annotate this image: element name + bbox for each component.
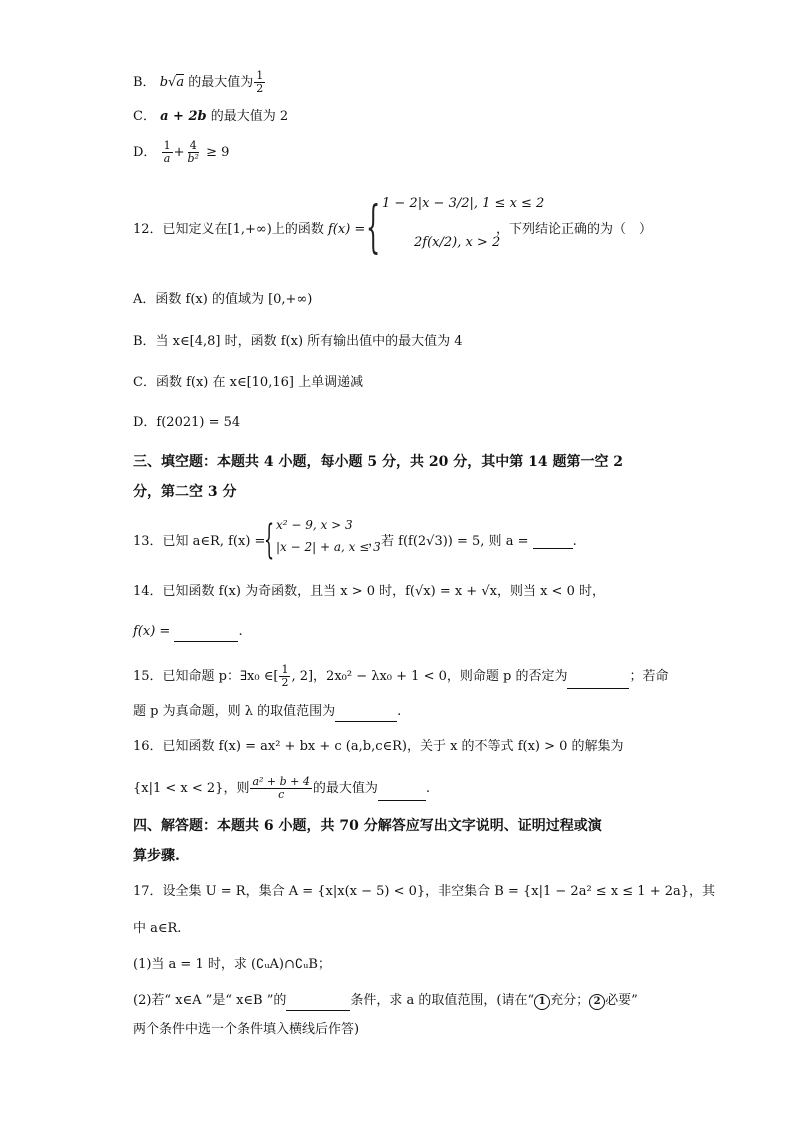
q17-text: (1)当 a = 1 时，求 (∁ᵤA)∩∁ᵤB； — [133, 957, 331, 972]
answer-blank[interactable] — [174, 627, 238, 642]
q12-option-c — [133, 373, 363, 393]
q13-brace: { — [264, 517, 275, 563]
frac-num: 4 — [189, 139, 197, 152]
period: . — [397, 704, 402, 719]
heading-line: 四、解答题：本题共 6 小题，共 70 分解答应写出文字说明、证明过程或演 — [133, 818, 602, 834]
q17-line2 — [133, 919, 181, 939]
q17-text: 充分； — [550, 993, 590, 1008]
math-expr: a + 2b — [160, 109, 207, 124]
q13-case2 — [276, 540, 381, 554]
q12-domain: [1,+∞) — [227, 222, 272, 237]
case-expr: x² − 9, x > 3 — [276, 518, 353, 532]
heading-line: 分，第二空 3 分 — [133, 484, 237, 500]
section3-heading-2 — [133, 482, 237, 502]
fraction — [162, 140, 173, 165]
q14-line1 — [133, 582, 605, 602]
section3-heading — [133, 452, 623, 472]
option-c-q11 — [133, 107, 288, 127]
q12-stem-end: ，下列结论正确的为（ ） — [496, 222, 653, 237]
frac-den: b² — [187, 152, 199, 165]
heading-line: 算步骤. — [133, 848, 180, 864]
frac-num: a² + b + 4 — [252, 775, 310, 788]
frac-num: 1 — [281, 663, 289, 676]
q16-text: 的最大值为 — [312, 781, 378, 796]
circled-number: 1 — [534, 994, 550, 1010]
frac-num: 1 — [256, 69, 264, 82]
q16-line1 — [133, 737, 624, 757]
q15-text: 题 p 为真命题，则 λ 的取值范围为 — [133, 704, 336, 719]
q17-text: 必要” — [605, 993, 638, 1008]
q17-line1 — [133, 882, 715, 902]
heading-line: 三、填空题：本题共 4 小题，每小题 5 分，共 20 分，其中第 14 题第一空 2 — [133, 454, 624, 470]
q15-text: 15．已知命题 p：∃x₀ ∈ — [133, 669, 274, 684]
q12-option-d — [133, 413, 240, 433]
option-b-q11 — [133, 70, 266, 95]
q12-option-a — [133, 290, 312, 310]
option-label: C． — [133, 109, 156, 124]
q16-line2 — [133, 776, 430, 801]
q13-case1 — [276, 518, 353, 532]
q16-text: {x|1 < x < 2}，则 — [133, 781, 250, 796]
q12-stem — [133, 218, 365, 237]
fraction — [254, 70, 265, 95]
q12-case2 — [414, 235, 500, 250]
q17-part2-line2 — [133, 1020, 359, 1040]
q14-text: 14．已知函数 f(x) 为奇函数，且当 x > 0 时，f(√x) = x + √x，则当 x < 0 时， — [133, 584, 605, 599]
q15-text: ，2x₀² − λx₀ + 1 < 0，则命题 p 的否定为 — [313, 669, 568, 684]
frac-num: 1 — [163, 139, 171, 152]
q12-option-b — [133, 332, 463, 352]
q17-text: 两个条件中选一个条件填入横线后作答) — [133, 1022, 360, 1037]
plus: + — [173, 145, 185, 160]
q17-text: 17．设全集 U = R，集合 A = {x|x(x − 5) < 0}，非空集合 B = {x|1 − 2a² ≤ x ≤ 1 + 2a}，其 — [133, 884, 716, 899]
frac-den: a — [163, 152, 171, 165]
answer-blank[interactable] — [286, 996, 350, 1011]
option-text: A．函数 f(x) 的值域为 [0,+∞) — [133, 292, 313, 307]
q13-tail-text: ，若 f(f(2√3)) = 5, 则 a = — [368, 534, 529, 549]
q17-part1 — [133, 955, 331, 975]
option-text: C．函数 f(x) 在 x∈[10,16] 上单调递减 — [133, 375, 364, 390]
q15-line1 — [133, 664, 668, 689]
option-text: 的最大值为 2 — [210, 109, 289, 124]
q17-text: (2)若“ x∈A ”是“ x∈B ”的 — [133, 993, 287, 1008]
q12-stem-a: 12．已知定义在 — [133, 222, 228, 237]
q16-text: 16．已知函数 f(x) = ax² + bx + c (a,b,c∈R)，关于 x 的不等式 f(x) > 0 的解集为 — [133, 739, 624, 754]
math-expr: ≥ 9 — [206, 145, 230, 160]
q12-case1 — [382, 196, 544, 211]
q13-stem-text: 13．已知 a∈R, f(x) = — [133, 534, 266, 549]
bracket: , 2] — [291, 669, 314, 684]
fraction — [185, 140, 200, 165]
q17-text: 中 a∈R. — [133, 921, 182, 936]
fraction — [250, 776, 311, 801]
period: . — [572, 534, 577, 549]
answer-blank[interactable] — [567, 674, 629, 689]
period: . — [238, 624, 243, 639]
option-label: D． — [133, 145, 157, 160]
case-expr: |x − 2| + a, x ≤ 3 — [276, 540, 381, 554]
q17-text: 条件，求 a 的取值范围，(请在“ — [350, 993, 535, 1008]
sqrt-sign: √ — [168, 75, 177, 90]
fraction — [279, 664, 290, 689]
answer-blank[interactable] — [533, 534, 573, 549]
q17-part2 — [133, 991, 638, 1011]
section4-heading-2 — [133, 846, 180, 866]
q12-stem-b: 上的函数 — [271, 222, 324, 237]
option-d-q11 — [133, 140, 229, 165]
case-expr: 2f(x/2), x > 2 — [414, 235, 501, 250]
answer-blank[interactable] — [335, 707, 397, 722]
q15-text: ；若命 — [629, 669, 669, 684]
q12-stem-c — [496, 218, 652, 237]
math-var: a — [176, 75, 185, 90]
q12-fx: f(x) = — [327, 222, 366, 237]
frac-den: 2 — [281, 676, 289, 689]
option-text: 的最大值为 — [188, 75, 254, 90]
q13-stem — [133, 530, 265, 549]
option-text: D．f(2021) = 54 — [133, 415, 241, 430]
option-label: B． — [133, 75, 156, 90]
q12-brace: { — [366, 195, 381, 260]
q15-line2 — [133, 702, 401, 722]
case-expr: 1 − 2|x − 3/2|, 1 ≤ x ≤ 2 — [382, 196, 545, 211]
q14-fx: f(x) = — [133, 624, 171, 639]
period: . — [425, 781, 431, 796]
q13-tail — [368, 530, 577, 549]
q14-line2 — [133, 622, 243, 642]
math-var: b — [159, 75, 169, 90]
option-text: B．当 x∈[4,8] 时，函数 f(x) 所有输出值中的最大值为 4 — [133, 334, 463, 349]
answer-blank[interactable] — [378, 786, 426, 801]
circled-number: 2 — [589, 994, 605, 1010]
frac-den: c — [278, 788, 285, 801]
bracket: [ — [273, 669, 279, 684]
frac-den: 2 — [256, 82, 264, 95]
section4-heading — [133, 816, 602, 836]
